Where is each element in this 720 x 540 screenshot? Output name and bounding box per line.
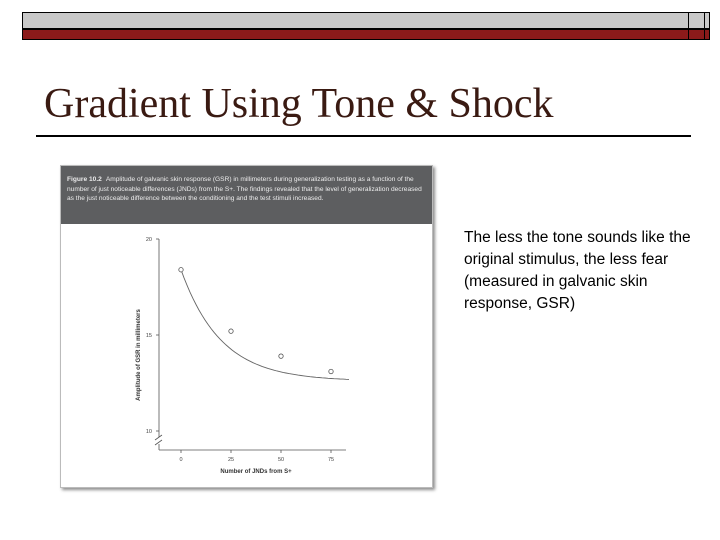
data-point bbox=[229, 329, 233, 333]
gsr-chart bbox=[61, 224, 432, 488]
y-tick-label: 10 bbox=[145, 429, 152, 435]
data-point bbox=[179, 268, 183, 272]
figure-caption bbox=[61, 166, 432, 224]
figure-image bbox=[60, 165, 433, 488]
data-point bbox=[329, 369, 333, 373]
data-point bbox=[279, 354, 283, 358]
header-band bbox=[22, 12, 710, 29]
y-axis-label: Amplitude of GSR in millimeters bbox=[136, 309, 142, 401]
accent-bar bbox=[22, 29, 710, 40]
accent-bar-square bbox=[688, 29, 705, 40]
body-text: The less the tone sounds like the original stimulus, the less fear (measured in galvanic skin response, GSR) bbox=[464, 229, 691, 312]
y-tick-label: 15 bbox=[145, 333, 152, 339]
series-line bbox=[181, 270, 349, 380]
x-tick-label: 25 bbox=[227, 457, 235, 463]
x-tick-label: 0 bbox=[179, 457, 183, 463]
slide-title: Gradient Using Tone & Shock bbox=[44, 81, 554, 127]
header-band-square bbox=[688, 12, 705, 29]
figure-number: Figure 10.2 bbox=[67, 176, 102, 183]
x-tick-label: 50 bbox=[277, 457, 285, 463]
axis-break-mark bbox=[155, 435, 162, 445]
x-tick-label: 75 bbox=[327, 457, 335, 463]
title-divider bbox=[36, 135, 691, 137]
x-axis-label: Number of JNDs from S+ bbox=[220, 469, 292, 475]
figure-caption-text: Amplitude of galvanic skin response (GSR) in millimeters during generalization testing as a function of the number of just noticeable differences (JNDs) from the S+. The findings revealed that the level of generalization decreased as the just noticeable difference between the conditioning and the test stimuli increased. bbox=[67, 176, 422, 203]
y-tick-label: 20 bbox=[145, 237, 152, 243]
